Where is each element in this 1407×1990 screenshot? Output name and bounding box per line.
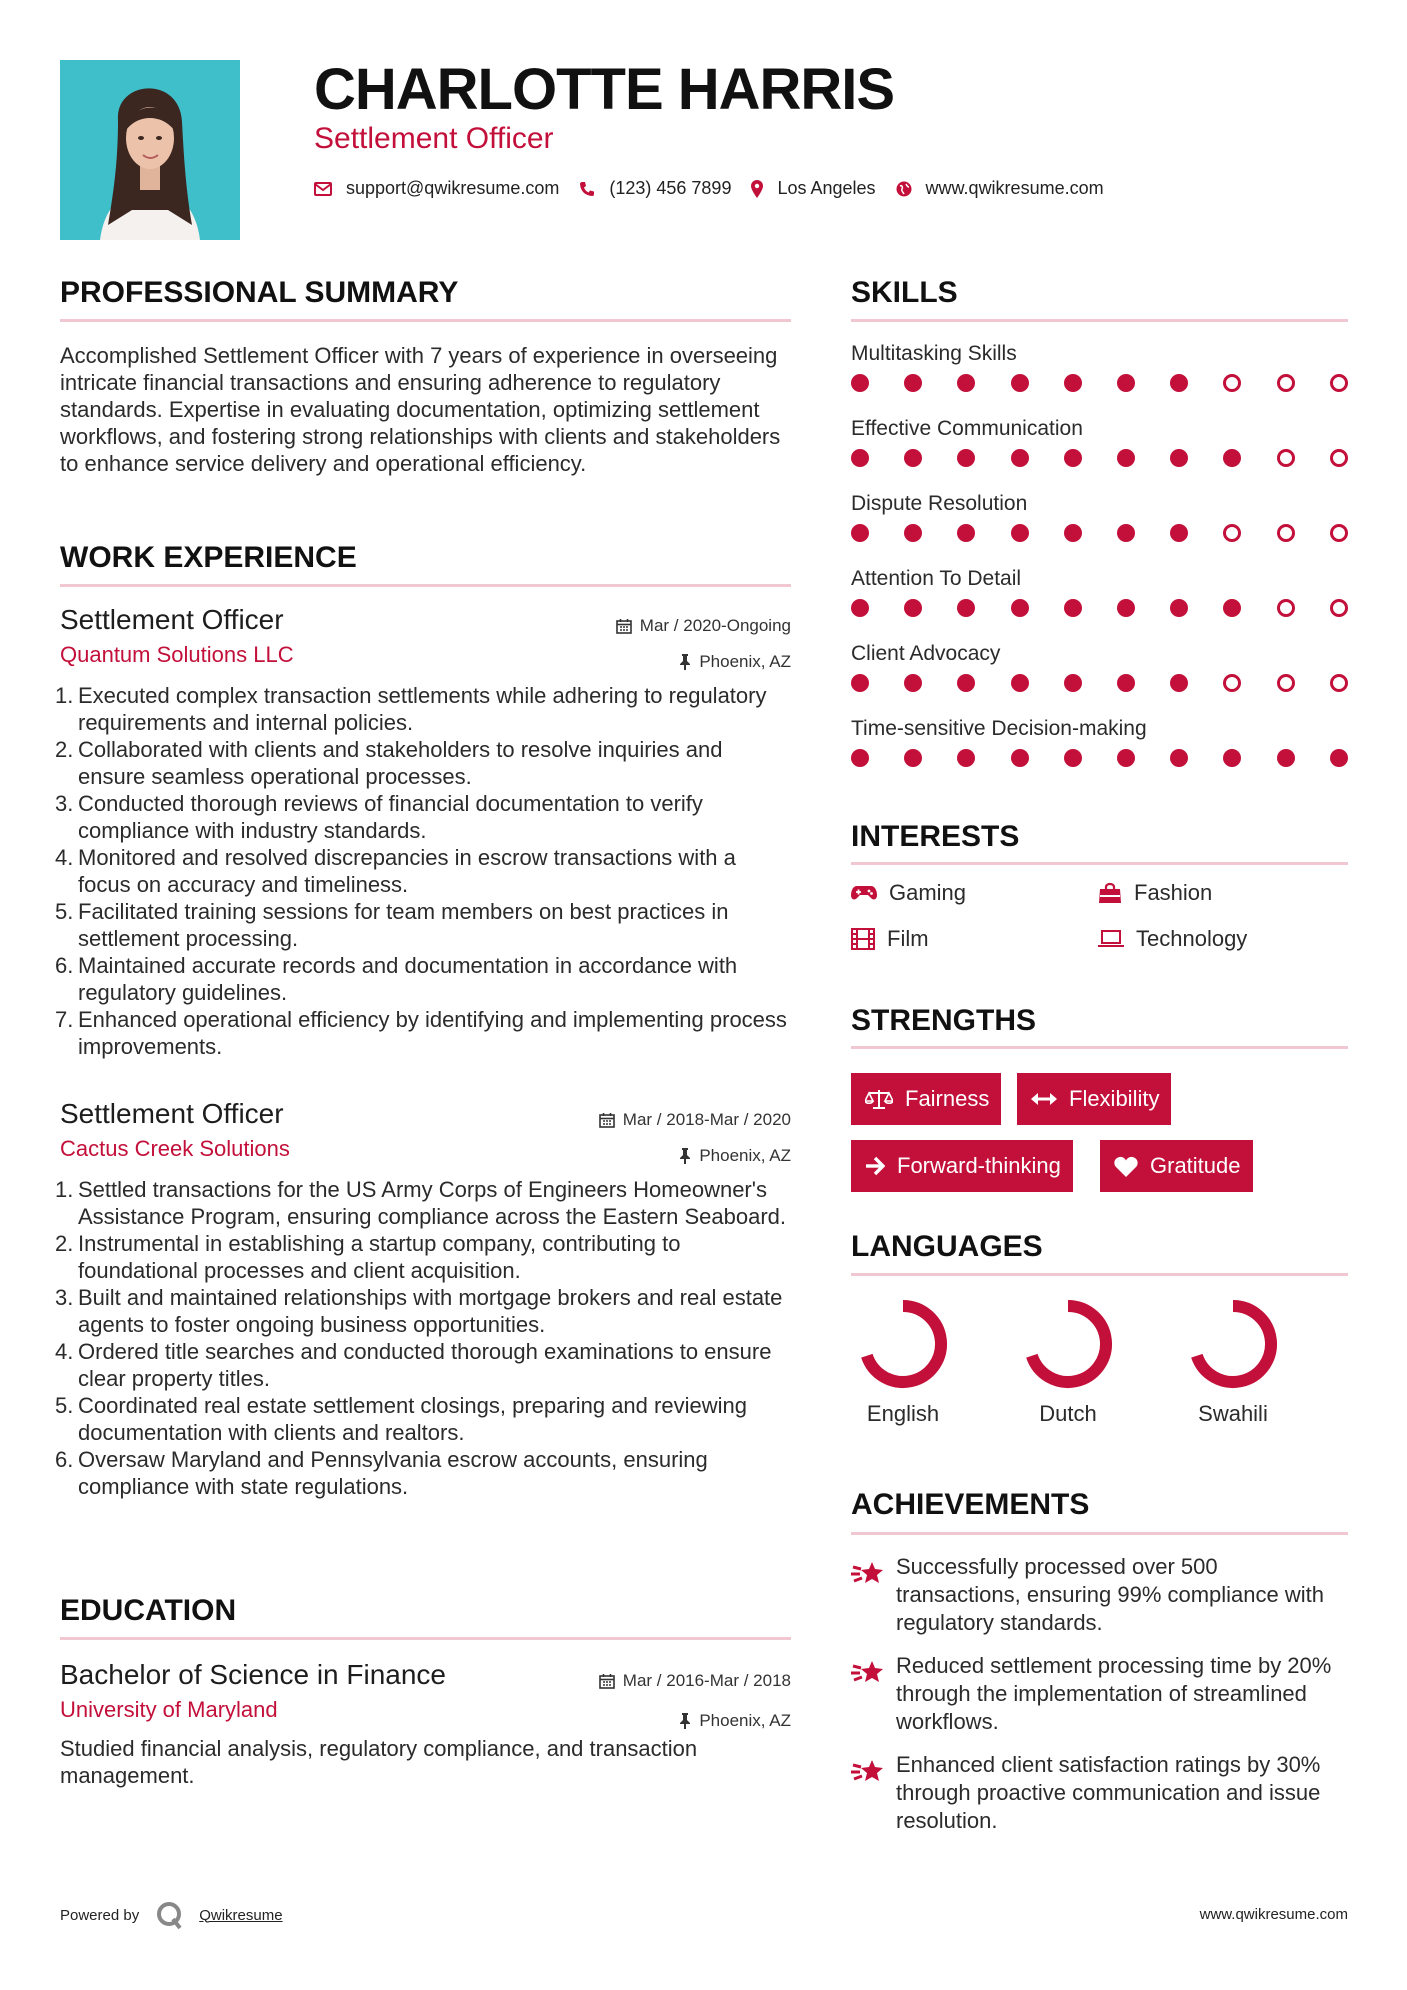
duty-text: Monitored and resolved discrepancies in escrow transactions with a focus on accuracy and timeliness. [78, 845, 736, 897]
rating-dot-filled [851, 599, 869, 617]
rating-dot-filled [904, 599, 922, 617]
interests-list [851, 880, 1348, 960]
job-location [679, 1146, 791, 1166]
arrows-horizontal-icon [1031, 1092, 1057, 1106]
summary-heading: PROFESSIONAL SUMMARY [60, 276, 459, 309]
footer-website[interactable]: www.qwikresume.com [1199, 1906, 1348, 1923]
candidate-title: Settlement Officer [314, 122, 554, 155]
rating-dot-empty [1223, 674, 1241, 692]
strength-label: Fairness [905, 1086, 990, 1111]
achievements-heading: ACHIEVEMENTS [851, 1488, 1090, 1521]
duty-text: Executed complex transaction settlements while adhering to regulatory requirements and internal policies. [78, 683, 767, 735]
skill-name: Attention To Detail [851, 567, 1022, 590]
language-name: English [866, 1401, 940, 1426]
languages-divider [851, 1273, 1348, 1276]
list-item: 4. Monitored and resolved discrepancies in escrow transactions with a focus on accuracy and timeliness. [55, 845, 736, 897]
phone-text: (123) 456 7899 [609, 178, 732, 198]
list-item [1098, 880, 1212, 906]
skill-name: Client Advocacy [851, 642, 1001, 665]
skill-rating [851, 449, 1348, 469]
education-date [599, 1671, 791, 1691]
school-name: University of Maryland [60, 1697, 278, 1722]
rating-dot-filled [1330, 749, 1348, 767]
job-entry [55, 1098, 791, 1568]
skills-divider [851, 319, 1348, 322]
list-item: 6. Maintained accurate records and documentation in accordance with regulatory guidelines. [55, 953, 738, 1005]
list-item [1098, 926, 1247, 952]
rating-dot-filled [1064, 524, 1082, 542]
interest-label: Technology [1136, 926, 1248, 951]
brand-link[interactable]: Qwikresume [199, 1906, 283, 1924]
rating-dot-empty [1277, 524, 1295, 542]
rating-dot-filled [851, 449, 869, 467]
gamepad-icon [851, 884, 877, 902]
education-location-text: Phoenix, AZ [699, 1711, 791, 1730]
education-description: Studied financial analysis, regulatory compliance, and transaction management. [60, 1736, 698, 1788]
duty-text: Built and maintained relationships with mortgage brokers and real estate agents to foster ongoing business opportunities. [78, 1285, 783, 1337]
rating-dot-filled [851, 674, 869, 692]
rating-dot-filled [1170, 524, 1188, 542]
language-arc [1032, 1306, 1106, 1382]
rating-dot-filled [1223, 749, 1241, 767]
portrait-illustration [60, 60, 240, 240]
duty-text: Maintained accurate records and documentation in accordance with regulatory guidelines. [78, 953, 738, 1005]
skill-row [851, 417, 1348, 477]
rating-dot-filled [904, 749, 922, 767]
strength-tag [851, 1140, 1073, 1192]
rating-dot-filled [904, 449, 922, 467]
rating-dot-empty [1330, 449, 1348, 467]
pushpin-icon [679, 654, 691, 670]
skill-row [851, 492, 1348, 552]
film-icon [851, 928, 875, 950]
rating-dot-filled [851, 749, 869, 767]
rating-dot-filled [904, 524, 922, 542]
shooting-star-icon [851, 1757, 885, 1785]
duty-text: Settled transactions for the US Army Corps of Engineers Homeowner's Assistance Program, ensuring compliance across the Eastern Seaboard. [78, 1177, 787, 1229]
strength-tag [1017, 1073, 1171, 1125]
rating-dot-filled [1170, 749, 1188, 767]
rating-dot-filled [904, 674, 922, 692]
list-item: 1. Executed complex transaction settlements while adhering to regulatory requirements and internal policies. [55, 683, 767, 735]
email-text: support@qwikresume.com [346, 178, 560, 198]
languages-heading: LANGUAGES [851, 1230, 1043, 1263]
rating-dot-filled [1223, 449, 1241, 467]
rating-dot-empty [1330, 674, 1348, 692]
job-title: Settlement Officer [60, 1098, 284, 1129]
job-company: Cactus Creek Solutions [60, 1136, 290, 1161]
map-pin-icon [751, 180, 763, 198]
summary-text: Accomplished Settlement Officer with 7 years of experience in overseeing intricate financial transactions and ensuring adherence to regulatory standards. Expertise in evaluating documentation, optimizing settlement workflows, and fostering strong relationships with clients and stakeholders to enhance service delivery and operational efficiency. [60, 343, 781, 476]
duty-text: Conducted thorough reviews of financial documentation to verify compliance with industry standards. [78, 791, 703, 843]
interest-label: Fashion [1134, 880, 1213, 905]
strengths-divider [851, 1046, 1348, 1049]
language-gauge [1173, 1298, 1293, 1390]
job-date-text: Mar / 2018-Mar / 2020 [622, 1110, 791, 1129]
rating-dot-filled [1011, 374, 1029, 392]
calendar-icon [599, 1673, 615, 1689]
job-date [616, 616, 791, 636]
skill-name: Effective Communication [851, 417, 1083, 440]
skill-rating [851, 374, 1348, 394]
rating-dot-empty [1223, 374, 1241, 392]
education-location [679, 1711, 791, 1731]
arrow-right-icon [865, 1156, 885, 1176]
education-heading: EDUCATION [60, 1594, 237, 1627]
location-text: Los Angeles [777, 178, 876, 198]
achievements-divider [851, 1532, 1348, 1535]
job-location [679, 652, 791, 672]
education-divider [60, 1637, 791, 1640]
job-date [599, 1110, 791, 1130]
skill-name: Dispute Resolution [851, 492, 1028, 515]
laptop-icon [1098, 930, 1124, 948]
rating-dot-filled [957, 749, 975, 767]
list-item: 6. Oversaw Maryland and Pennsylvania escrow accounts, ensuring compliance with state regulations. [55, 1447, 708, 1499]
achievement-text: Enhanced client satisfaction ratings by 30% through proactive communication and issue resolution. [896, 1752, 1321, 1833]
education-entry [60, 1659, 791, 1799]
footer-powered-by [60, 1900, 283, 1930]
strengths-heading: STRENGTHS [851, 1004, 1037, 1037]
pushpin-icon [679, 1148, 691, 1164]
rating-dot-filled [1064, 449, 1082, 467]
rating-dot-filled [1170, 599, 1188, 617]
rating-dot-filled [957, 674, 975, 692]
shooting-star-icon [851, 1658, 885, 1686]
skill-rating [851, 749, 1348, 769]
duty-text: Instrumental in establishing a startup company, contributing to foundational processes and client acquisition. [78, 1231, 681, 1283]
rating-dot-empty [1330, 524, 1348, 542]
language-gauge [843, 1298, 963, 1390]
duty-text: Enhanced operational efficiency by identifying and implementing process improvements. [78, 1007, 787, 1059]
job-company: Quantum Solutions LLC [60, 642, 294, 667]
skills-heading: SKILLS [851, 276, 958, 309]
profile-photo [60, 60, 240, 240]
interest-label: Film [887, 926, 929, 951]
job-location-text: Phoenix, AZ [699, 1146, 791, 1165]
degree-title: Bachelor of Science in Finance [60, 1659, 446, 1690]
rating-dot-filled [957, 449, 975, 467]
rating-dot-filled [851, 524, 869, 542]
rating-dot-empty [1277, 599, 1295, 617]
rating-dot-filled [1117, 524, 1135, 542]
rating-dot-empty [1330, 374, 1348, 392]
rating-dot-empty [1277, 674, 1295, 692]
list-item: 2. Instrumental in establishing a startup company, contributing to foundational processes and client acquisition. [55, 1231, 681, 1283]
rating-dot-filled [1170, 674, 1188, 692]
education-date-text: Mar / 2016-Mar / 2018 [622, 1671, 791, 1690]
summary-divider [60, 319, 791, 322]
language-arc [867, 1306, 941, 1382]
rating-dot-empty [1277, 374, 1295, 392]
skill-row [851, 642, 1348, 702]
strength-label: Forward-thinking [897, 1153, 1061, 1178]
shopping-bag-icon [1098, 882, 1122, 904]
rating-dot-filled [1064, 374, 1082, 392]
envelope-icon [314, 182, 332, 196]
shooting-star-icon [851, 1559, 885, 1587]
list-item: 3. Built and maintained relationships with mortgage brokers and real estate agents to foster ongoing business opportunities. [55, 1285, 783, 1337]
globe-icon [896, 181, 912, 197]
scale-icon [865, 1088, 893, 1110]
skill-row [851, 567, 1348, 627]
rating-dot-filled [1277, 749, 1295, 767]
calendar-icon [599, 1112, 615, 1128]
interests-divider [851, 862, 1348, 865]
job-date-text: Mar / 2020-Ongoing [639, 616, 791, 635]
language-gauge [1008, 1298, 1128, 1390]
job-duties-list [55, 682, 791, 1060]
contact-email[interactable] [314, 178, 559, 199]
skill-rating [851, 599, 1348, 619]
strength-label: Flexibility [1069, 1086, 1160, 1111]
duty-text: Coordinated real estate settlement closings, preparing and reviewing documentation with clients and realtors. [78, 1393, 747, 1445]
rating-dot-filled [1064, 749, 1082, 767]
language-item [1173, 1298, 1293, 1427]
rating-dot-filled [851, 374, 869, 392]
qwikresume-logo-icon [155, 1900, 185, 1930]
pushpin-icon [679, 1713, 691, 1729]
interest-label: Gaming [889, 880, 967, 905]
achievement-text: Successfully processed over 500 transactions, ensuring 99% compliance with regulatory standards. [896, 1554, 1325, 1635]
powered-by-label: Powered by [60, 1906, 140, 1924]
rating-dot-empty [1330, 599, 1348, 617]
rating-dot-filled [957, 374, 975, 392]
candidate-name: CHARLOTTE HARRIS [314, 57, 895, 122]
list-item: 7. Enhanced operational efficiency by identifying and implementing process improvements. [55, 1007, 787, 1059]
language-item [1008, 1298, 1128, 1427]
language-name: Dutch [1039, 1401, 1097, 1426]
list-item: 5. Coordinated real estate settlement closings, preparing and reviewing documentation with clients and realtors. [55, 1393, 747, 1445]
rating-dot-filled [1117, 599, 1135, 617]
experience-heading: WORK EXPERIENCE [60, 541, 357, 574]
strength-tag [1100, 1140, 1253, 1192]
heart-icon [1114, 1156, 1138, 1177]
skills-list [851, 342, 1348, 782]
list-item: 3. Conducted thorough reviews of financial documentation to verify compliance with industry standards. [55, 791, 703, 843]
rating-dot-empty [1223, 524, 1241, 542]
rating-dot-filled [1117, 374, 1135, 392]
skill-row [851, 342, 1348, 402]
duty-text: Oversaw Maryland and Pennsylvania escrow accounts, ensuring compliance with state regulations. [78, 1447, 708, 1499]
rating-dot-empty [1277, 449, 1295, 467]
rating-dot-filled [1011, 749, 1029, 767]
rating-dot-filled [1064, 599, 1082, 617]
skill-rating [851, 524, 1348, 544]
rating-dot-filled [1011, 599, 1029, 617]
skill-name: Time-sensitive Decision-making [851, 717, 1147, 740]
rating-dot-filled [1117, 449, 1135, 467]
interests-heading: INTERESTS [851, 820, 1020, 853]
rating-dot-filled [1117, 674, 1135, 692]
contact-bar [314, 178, 1124, 199]
list-item [851, 926, 929, 952]
phone-icon [579, 181, 595, 197]
language-name: Swahili [1198, 1401, 1268, 1426]
experience-divider [60, 584, 791, 587]
contact-location [751, 178, 875, 199]
language-item [843, 1298, 963, 1427]
duty-text: Collaborated with clients and stakeholders to resolve inquiries and ensure seamless operational processes. [78, 737, 723, 789]
job-duties-list [55, 1176, 791, 1500]
strength-label: Gratitude [1150, 1153, 1241, 1178]
list-item: 2. Collaborated with clients and stakeholders to resolve inquiries and ensure seamless operational processes. [55, 737, 723, 789]
rating-dot-filled [1117, 749, 1135, 767]
rating-dot-filled [1170, 449, 1188, 467]
job-entry [55, 604, 791, 1074]
rating-dot-filled [1011, 674, 1029, 692]
website-text: www.qwikresume.com [925, 178, 1104, 198]
list-item: 1. Settled transactions for the US Army Corps of Engineers Homeowner's Assistance Program, ensuring compliance across the Eastern Seaboard. [55, 1177, 787, 1229]
skill-row [851, 717, 1348, 777]
rating-dot-filled [957, 524, 975, 542]
job-title: Settlement Officer [60, 604, 284, 635]
contact-phone[interactable] [579, 178, 731, 199]
rating-dot-filled [1011, 524, 1029, 542]
duty-text: Facilitated training sessions for team members on best practices in settlement processing. [78, 899, 729, 951]
job-location-text: Phoenix, AZ [699, 652, 791, 671]
duty-text: Ordered title searches and conducted thorough examinations to ensure clear property titles. [78, 1339, 772, 1391]
list-item [851, 880, 966, 906]
calendar-icon [616, 618, 632, 634]
skill-name: Multitasking Skills [851, 342, 1017, 365]
rating-dot-filled [1011, 449, 1029, 467]
language-arc [1197, 1306, 1271, 1382]
contact-website[interactable] [896, 178, 1104, 199]
strength-tag [851, 1073, 1001, 1125]
rating-dot-filled [957, 599, 975, 617]
rating-dot-filled [1223, 599, 1241, 617]
rating-dot-filled [1170, 374, 1188, 392]
list-item: 5. Facilitated training sessions for team members on best practices in settlement processing. [55, 899, 729, 951]
achievements-list [851, 1553, 1348, 1843]
rating-dot-filled [904, 374, 922, 392]
rating-dot-filled [1064, 674, 1082, 692]
skill-rating [851, 674, 1348, 694]
list-item: 4. Ordered title searches and conducted thorough examinations to ensure clear property titles. [55, 1339, 772, 1391]
achievement-text: Reduced settlement processing time by 20% through the implementation of streamlined workflows. [896, 1653, 1332, 1734]
